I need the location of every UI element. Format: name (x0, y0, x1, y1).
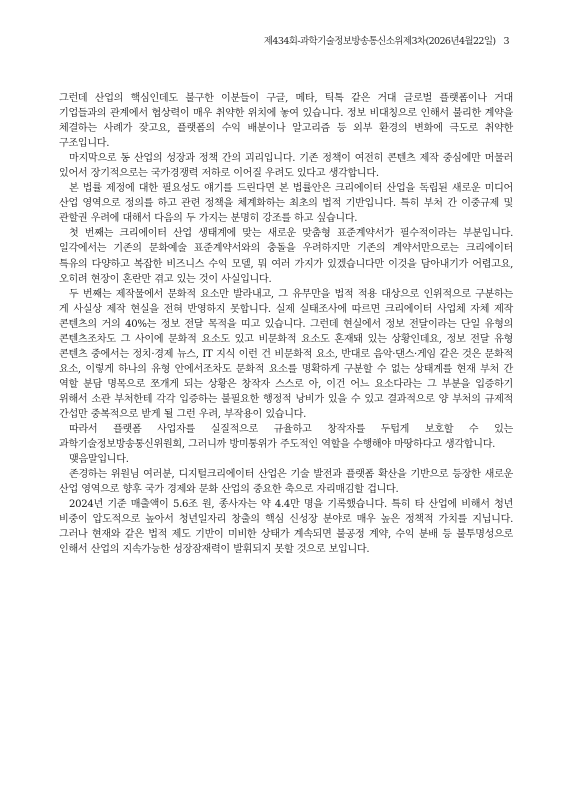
paragraph-6: 따라서 플랫폼 사업자를 실질적으로 규율하고 창작자를 두텁게 보호할 수 있는 과학기술정보방송통신위원회, 그러니까 방미통위가 주도적인 역할을 수행해야 마땅하다고 생각합니다. (59, 424, 513, 451)
paragraph-9: 2024년 기준 매출액이 5.6조 원, 종사자는 약 4.4만 명을 기록했습니다. 특히 타 산업에 비해서 청년 비중이 압도적으로 높아서 청년일자리 창출의 핵심 신성장 분야로 매우 높은 정책적 가치를 지닙니다. 그러나 현재와 같은 법적 제도 기반이 미비한 상태가 계속되면 불공정 계약, 수익 분배 등 불투명성으로 인해서 산업의 지속가능한 성장잠재력이 발휘되지 못할 것으로 보입니다. (59, 499, 513, 556)
paragraph-7: 맺음말입니다. (69, 454, 129, 466)
paragraph-8: 존경하는 위원님 여러분, 디지털크리에이터 산업은 기술 발전과 플랫폼 확산을 기반으로 등장한 새로운 산업 영역으로 향후 국가 경제와 문화 산업의 중요한 축으로 자리매김할 겁니다. (59, 469, 513, 496)
paragraph-4: 첫 번째는 크리에이터 산업 생태계에 맞는 새로운 맞춤형 표준계약서가 필수적이라는 부분입니다. 일각에서는 기존의 문화예술 표준계약서와의 충돌을 우려하지만 기존의 계약서만으로는 크리에이터 특유의 다양하고 복잡한 비즈니스 수익 모델, 뭐 여러 가지가 있겠습니다만 이것을 담아내기가 어렵고요, 오히려 현장이 혼란만 겪고 있는 것이 사실입니다. (59, 228, 513, 285)
session-info: 제434회-과학기술정보방송통신소위제3차(2026년4월22일) (263, 36, 496, 47)
paragraph-3: 본 법률 제정에 대한 필요성도 얘기를 드린다면 본 법률안은 크리에이터 산업을 독립된 새로운 미디어 산업 영역으로 정의를 하고 관련 정책을 체계화하는 최초의 법적 기반입니다. 특히 부처 간 이중규제 및 관할권 우려에 대해서 다음의 두 가지는 분명히 강조를 하고 싶습니다. (59, 183, 513, 225)
page-number: 3 (503, 36, 509, 47)
paragraph-2: 마지막으로 동 산업의 성장과 정책 간의 괴리입니다. 기존 정책이 여전히 콘텐츠 제작 중심에만 머물러 있어서 장기적으로는 국가경쟁력 저하로 이어질 우려도 있다고 생각합니다. (59, 153, 513, 180)
page-header (264, 33, 509, 47)
transcript-body (59, 91, 513, 557)
paragraph-1: 그런데 산업의 핵심인데도 불구한 이분들이 구글, 메타, 틱톡 같은 거대 글로벌 플랫폼이나 거대 기업들과의 관계에서 협상력이 매우 취약한 위치에 놓여 있습니다. 정보 비대칭으로 인해서 불리한 계약을 체결하는 사례가 잦고요, 플랫폼의 수익 배분이나 알고리즘 등 외부 환경의 변화에 극도로 취약한 구조입니다. (59, 93, 513, 150)
paragraph-5: 두 번째는 제작물에서 문화적 요소만 발라내고, 그 유무만을 법적 적용 대상으로 인위적으로 구분하는 게 사실상 제작 현실을 전혀 반영하지 못합니다. 실제 실태조사에 따르면 크리에이터 사업체 자체 제작 콘텐츠의 거의 40%는 정보 전달 목적을 띠고 있습니다. 그런데 현실에서 정보 전달이라는 단일 유형의 콘텐츠조차도 그 사이에 문화적 요소도 있고 비문화적 요소도 혼재돼 있는 상황인데요, 정보 전달 유형 콘텐츠 중에서는 정치·경제 뉴스, IT 지식 이런 건 비문화적 요소, 반대로 음악·댄스·게임 같은 것은 문화적 요소, 이렇게 하나의 유형 안에서조차도 문화적 요소를 명확하게 구분할 수 없는 상태계를 현재 부처 간 역할 분담 명목으로 쪼개게 되는 상황은 창작자 스스로 아, 이건 어느 요소다라는 그 부분을 입증하기 위해서 소관 부처한테 각각 입증하는 불필요한 행정적 낭비가 있을 수 있고 결과적으로 양 부처의 규제적 간섭만 중복적으로 받게 될 그런 우려, 부작용이 있습니다. (59, 288, 513, 420)
